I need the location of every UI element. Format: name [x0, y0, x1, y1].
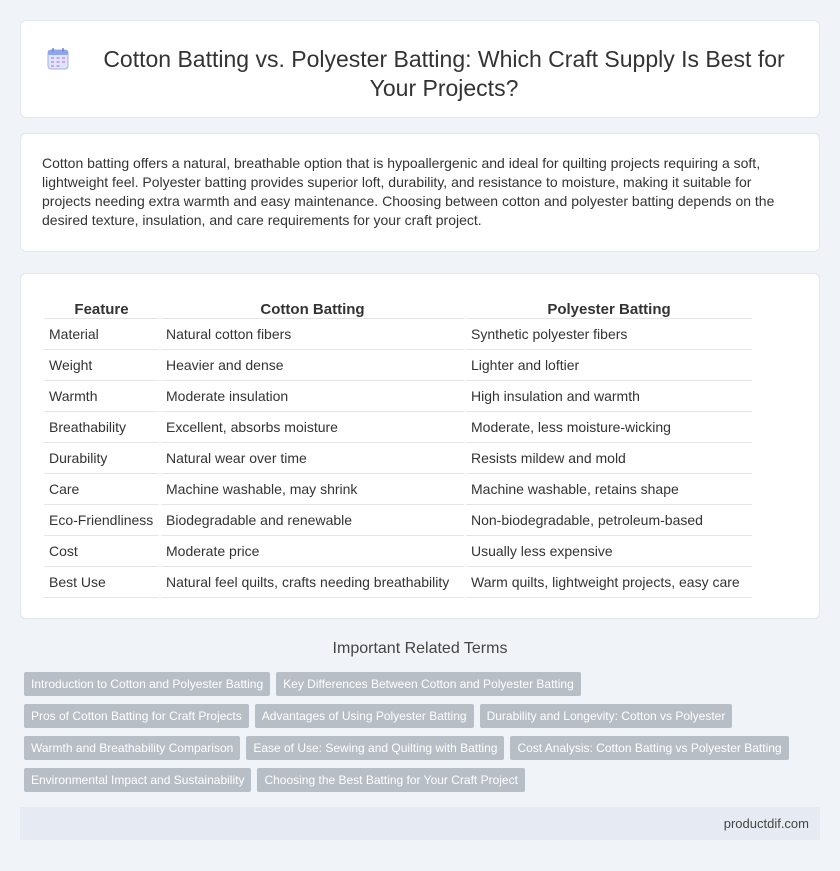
- footer-site[interactable]: productdif.com: [723, 816, 809, 831]
- cell-polyester: Non-biodegradable, petroleum-based: [466, 505, 752, 536]
- cell-cotton: Biodegradable and renewable: [161, 505, 464, 536]
- cell-feature: Breathability: [44, 412, 159, 443]
- cell-polyester: Usually less expensive: [466, 536, 752, 567]
- table-row: [44, 505, 752, 536]
- related-term-tag[interactable]: Key Differences Between Cotton and Polyester Batting: [276, 672, 581, 696]
- header-polyester: Polyester Batting: [466, 295, 752, 319]
- cell-cotton: Natural cotton fibers: [161, 319, 464, 350]
- cell-cotton: Moderate price: [161, 536, 464, 567]
- cell-polyester: High insulation and warmth: [466, 381, 752, 412]
- cell-polyester: Synthetic polyester fibers: [466, 319, 752, 350]
- table-row: [44, 319, 752, 350]
- cell-cotton: Heavier and dense: [161, 350, 464, 381]
- cell-feature: Durability: [44, 443, 159, 474]
- footer: [20, 807, 820, 840]
- related-term-tag[interactable]: Environmental Impact and Sustainability: [24, 768, 251, 792]
- table-row: [44, 350, 752, 381]
- related-term-tag[interactable]: Ease of Use: Sewing and Quilting with Batting: [246, 736, 504, 760]
- comparison-table-card: [20, 273, 820, 619]
- cell-cotton: Moderate insulation: [161, 381, 464, 412]
- comparison-table: [42, 295, 754, 598]
- cell-polyester: Lighter and loftier: [466, 350, 752, 381]
- tag-row: [24, 768, 804, 800]
- table-row: [44, 474, 752, 505]
- related-term-tag[interactable]: Choosing the Best Batting for Your Craft Project: [257, 768, 524, 792]
- cell-feature: Best Use: [44, 567, 159, 598]
- related-terms-tags: [24, 672, 804, 800]
- cell-cotton: Natural feel quilts, crafts needing breathability: [161, 567, 464, 598]
- intro-paragraph: Cotton batting offers a natural, breathable option that is hypoallergenic and ideal for quilting projects requiring a soft, lightweight feel. Polyester batting provides superior loft, durability, and resistance to moisture, making it suitable for projects needing extra warmth and easy maintenance. Choosing between cotton and polyester batting depends on the desired texture, insulation, and care requirements for your craft project.: [42, 155, 775, 228]
- cell-polyester: Warm quilts, lightweight projects, easy care: [466, 567, 752, 598]
- cell-feature: Material: [44, 319, 159, 350]
- tag-row: [24, 736, 804, 768]
- cell-cotton: Excellent, absorbs moisture: [161, 412, 464, 443]
- related-term-tag[interactable]: Introduction to Cotton and Polyester Batting: [24, 672, 270, 696]
- related-term-tag[interactable]: Cost Analysis: Cotton Batting vs Polyester Batting: [510, 736, 788, 760]
- table-row: [44, 412, 752, 443]
- intro-card: [20, 133, 820, 252]
- cell-polyester: Machine washable, retains shape: [466, 474, 752, 505]
- tag-row: [24, 672, 804, 704]
- cell-feature: Cost: [44, 536, 159, 567]
- cell-polyester: Moderate, less moisture-wicking: [466, 412, 752, 443]
- cell-feature: Care: [44, 474, 159, 505]
- page-title: Cotton Batting vs. Polyester Batting: Which Craft Supply Is Best for Your Projects?: [103, 46, 785, 101]
- cell-feature: Warmth: [44, 381, 159, 412]
- table-row: [44, 567, 752, 598]
- cell-cotton: Machine washable, may shrink: [161, 474, 464, 505]
- title-card: [20, 20, 820, 118]
- header-feature: Feature: [44, 295, 159, 319]
- table-row: [44, 443, 752, 474]
- table-row: [44, 536, 752, 567]
- related-term-tag[interactable]: Pros of Cotton Batting for Craft Projects: [24, 704, 249, 728]
- table-header-row: [44, 295, 752, 319]
- cell-feature: Weight: [44, 350, 159, 381]
- related-terms-title: Important Related Terms: [332, 640, 508, 657]
- header-cotton: Cotton Batting: [161, 295, 464, 319]
- cell-cotton: Natural wear over time: [161, 443, 464, 474]
- related-term-tag[interactable]: Warmth and Breathability Comparison: [24, 736, 240, 760]
- related-term-tag[interactable]: Advantages of Using Polyester Batting: [255, 704, 474, 728]
- cell-polyester: Resists mildew and mold: [466, 443, 752, 474]
- related-term-tag[interactable]: Durability and Longevity: Cotton vs Polyester: [480, 704, 733, 728]
- tag-row: [24, 704, 804, 736]
- table-row: [44, 381, 752, 412]
- cell-feature: Eco-Friendliness: [44, 505, 159, 536]
